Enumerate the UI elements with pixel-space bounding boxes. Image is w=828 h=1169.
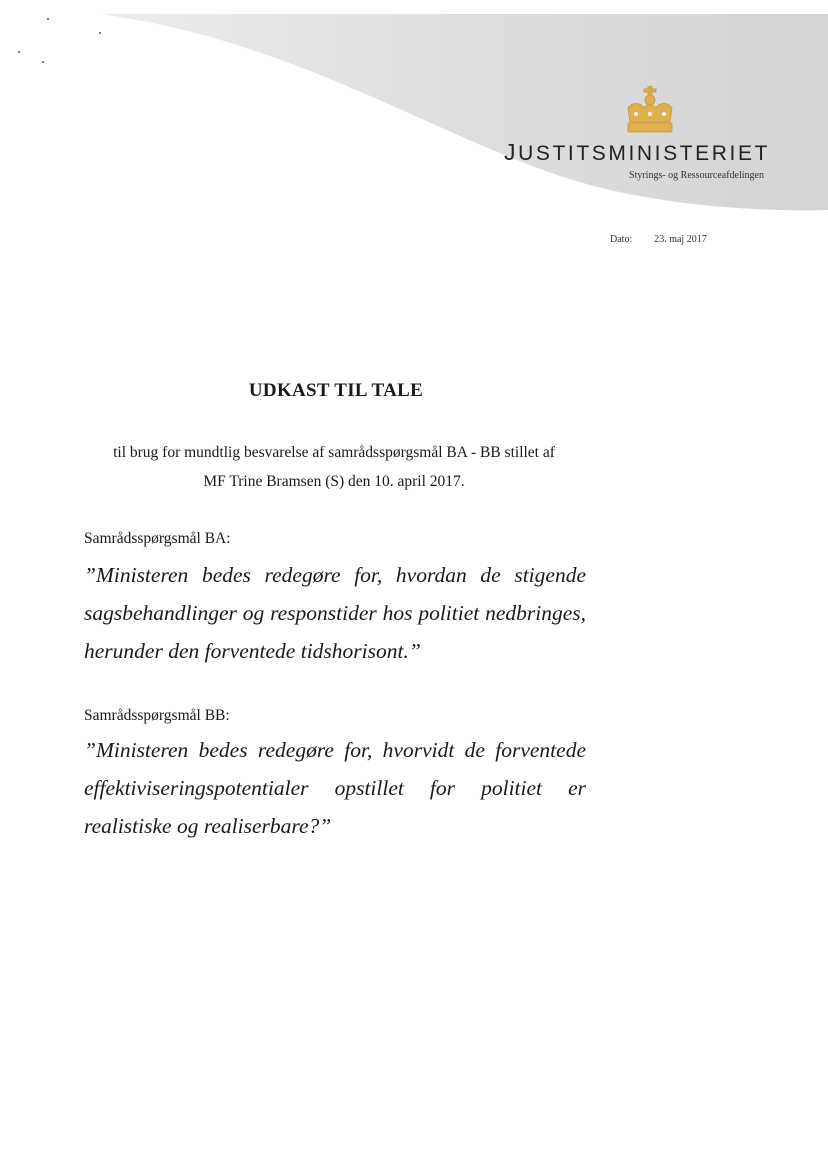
scan-speck [42, 61, 44, 63]
scan-speck [18, 51, 20, 53]
crown-icon [622, 86, 678, 134]
intro-line: til brug for mundtlig besvarelse af samrådsspørgsmål BA - BB stillet af [113, 444, 555, 461]
date-value: 23. maj 2017 [654, 234, 707, 245]
question-label-ba: Samrådsspørgsmål BA: [84, 530, 231, 547]
question-text-ba: ”Ministeren bedes redegøre for, hvordan de stigende sagsbehandlinger og responstider hos politiet nedbringes, herunder den forventede tidshorisont.” [84, 563, 586, 663]
date-row [610, 234, 707, 245]
department-name: Styrings- og Ressourceafdelingen [629, 170, 764, 181]
document-intro [84, 438, 584, 496]
header-swoosh-background [0, 0, 828, 230]
question-text-bb: ”Ministeren bedes redegøre for, hvorvidt de forventede effektiviseringspotentialer opstillet for politiet er realistiske og realiserbare?” [84, 738, 586, 838]
ministry-name: JUSTITSMINISTERIET [504, 139, 770, 165]
intro-line: MF Trine Bramsen (S) den 10. april 2017. [203, 473, 465, 490]
document-title: UDKAST TIL TALE [248, 380, 424, 401]
scan-speck [47, 18, 49, 20]
question-label-bb: Samrådsspørgsmål BB: [84, 707, 230, 724]
date-label: Dato: [610, 234, 633, 245]
scan-speck [99, 32, 101, 34]
